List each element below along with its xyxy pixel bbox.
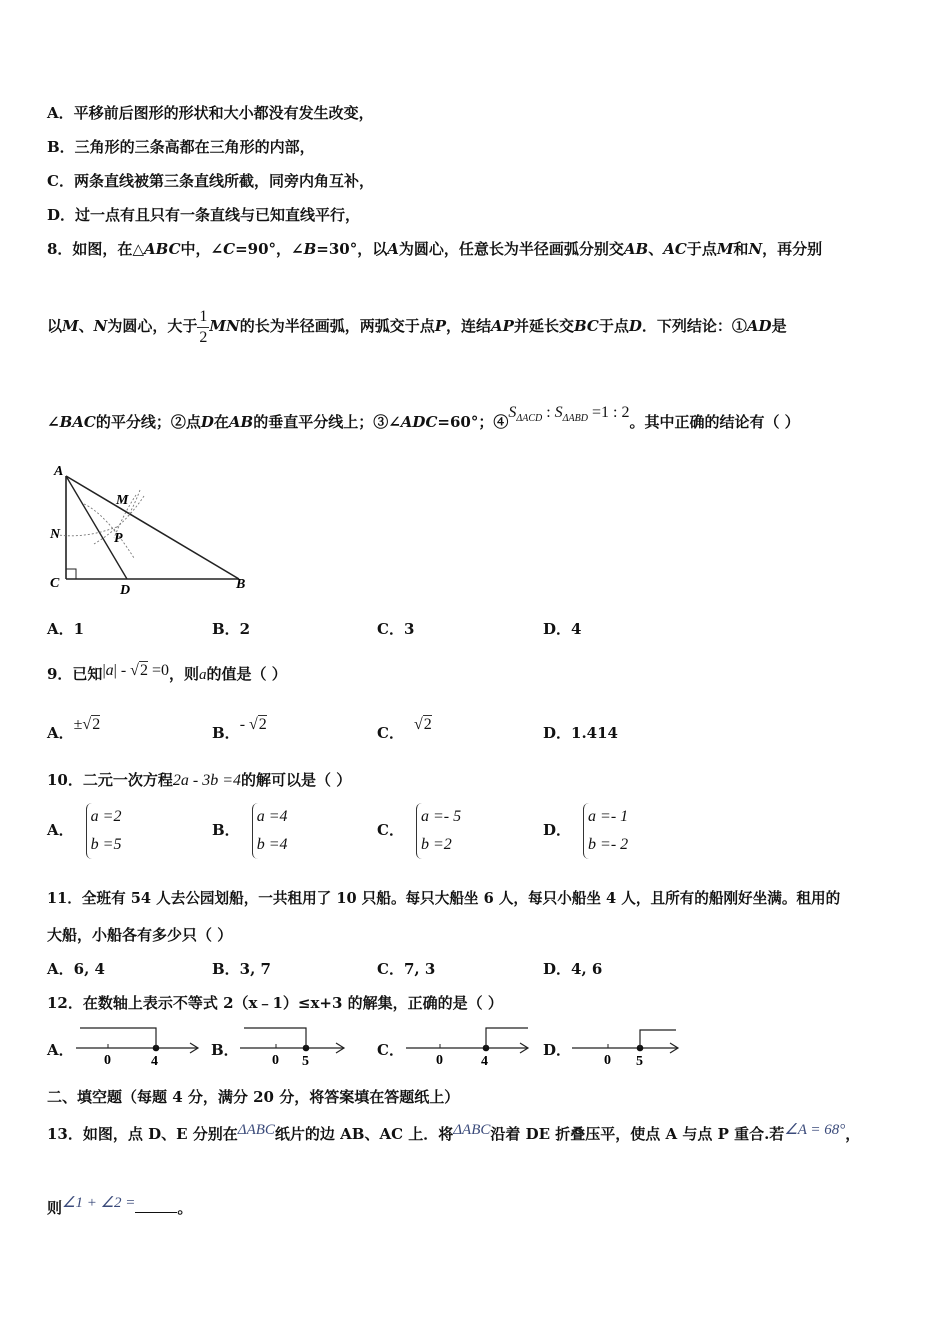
q11-stem-line1: 11．全班有 54 人去公园划船，一共租用了 10 只船。每只大船坐 6 人，每只小船坐 4 人，且所有的船刚好坐满。租用的 [47, 890, 841, 907]
fraction-one-half: $\frac{1}{2}$ [199, 307, 208, 346]
q11-option-a: A．6, 4 [47, 960, 105, 978]
label-point: 4 [151, 1054, 158, 1069]
q9-option-d: D．1.414 [543, 724, 618, 742]
angle-sum-expression: ∠1 + ∠2 = [62, 1195, 136, 1211]
solution-ray [486, 1028, 528, 1048]
answer-blank[interactable] [135, 1198, 177, 1213]
q8-stem-line1: 8．如图，在△ABC中，∠C=90°，∠B=30°，以A为圆心，任意长为半径画弧分别交AB、AC于点M和N，再分别 [47, 240, 823, 258]
q12-number-line-a [72, 1022, 202, 1070]
q8-option-a: A．1 [47, 620, 85, 638]
label-n: N [50, 527, 61, 542]
q9-equation: |a| - √2 =0 [102, 662, 169, 679]
label-point: 5 [302, 1054, 309, 1069]
label-point: 5 [636, 1054, 643, 1069]
q11-option-d: D．4, 6 [543, 960, 603, 978]
q8-option-b: B．2 [212, 620, 251, 638]
label-zero: 0 [604, 1053, 611, 1068]
solution-ray [80, 1028, 156, 1048]
q8-stem-line2: 以M、N为圆心，大于 $\frac{1}{2}$ MN的长为半径画弧，两弧交于点P，连结AP并延长交BC于点D．下列结论：①AD是 [47, 307, 787, 346]
q12-option-c-label: C． [377, 1041, 404, 1059]
q9-option-c: C． √2 [377, 716, 432, 742]
q8-triangle-figure [44, 458, 254, 598]
q12-number-line-b [236, 1022, 348, 1070]
q10-option-d: D． a =- 1 b =- 2 [543, 800, 628, 860]
q13-stem-line2: 则∠1 + ∠2 = 。 [47, 1195, 193, 1217]
label-zero: 0 [104, 1053, 111, 1068]
area-ratio-formula: $S_{\Delta ACD}$ : $S_{\Delta ABD} =1$ : 2 [508, 404, 630, 425]
q7-option-d: D．过一点有且只有一条直线与已知直线平行， [47, 206, 361, 224]
right-angle-mark [66, 569, 76, 579]
q13-stem-line1: 13．如图，点 D、E 分别在ΔABC纸片的边 AB、AC 上．将ΔABC沿着 DE 折叠压平，使点 A 与点 P 重合.若∠A = 68°， [47, 1122, 861, 1143]
label-b: B [236, 577, 246, 592]
label-d: D [120, 583, 131, 598]
solution-ray [244, 1028, 306, 1048]
q11-option-b: B．3, 7 [212, 960, 271, 978]
triangle-abc-symbol: ΔABC [453, 1122, 491, 1138]
q7-option-a: A．平移前后图形的形状和大小都没有发生改变， [47, 104, 374, 122]
q12-number-line-d [568, 1022, 683, 1070]
segment-ad [66, 476, 127, 579]
label-zero: 0 [272, 1053, 279, 1068]
q7-option-b: B．三角形的三条高都在三角形的内部， [47, 138, 315, 156]
label-p: P [114, 531, 123, 546]
q9-option-b: B．- √2 [212, 716, 267, 742]
q12-option-a-label: A． [47, 1041, 74, 1059]
q11-option-c: C．7, 3 [377, 960, 436, 978]
q10-option-b: B． a =4 b =4 [212, 800, 287, 860]
q12-option-d-label: D． [543, 1041, 572, 1059]
label-m: M [116, 493, 129, 508]
angle-a-value: ∠A = 68° [784, 1122, 846, 1138]
label-c: C [50, 576, 60, 591]
q8-option-c: C．3 [377, 620, 415, 638]
triangle-abc-symbol: ΔABC [237, 1122, 275, 1138]
q12-stem: 12．在数轴上表示不等式 2（x﹣1）≤x+3 的解集，正确的是（ ） [47, 994, 503, 1012]
q10-option-a: A． a =2 b =5 [47, 800, 121, 860]
section-2-heading: 二、填空题（每题 4 分，满分 20 分，将答案填在答题纸上） [47, 1088, 460, 1106]
label-zero: 0 [436, 1053, 443, 1068]
arc-top [128, 490, 140, 516]
solution-ray [640, 1030, 676, 1048]
side-ab [66, 476, 239, 579]
q12-option-b-label: B． [211, 1041, 239, 1059]
q8-stem-line3: ∠BAC的平分线；②点D在AB的垂直平分线上；③∠ADC=60°；$④S_{\Delta ACD}$ : $S_{\Delta ABD} =1$ : 2。其中正确的结论有（ ） [47, 404, 800, 431]
q11-stem-line2: 大船，小船各有多少只（ ） [47, 926, 233, 944]
q8-option-d: D．4 [543, 620, 582, 638]
q10-stem: 10．二元一次方程2a - 3b =4的解可以是（ ） [47, 771, 352, 789]
q7-option-c: C．两条直线被第三条直线所截，同旁内角互补， [47, 172, 374, 190]
label-a: A [54, 464, 64, 479]
q9-stem: 9．已知|a| - √2 =0，则a的值是（ ） [47, 662, 287, 683]
q9-option-a: A．±√2 [47, 716, 101, 742]
q12-number-line-c [402, 1022, 532, 1070]
label-point: 4 [481, 1054, 488, 1069]
q10-option-c: C． a =- 5 b =2 [377, 800, 461, 860]
